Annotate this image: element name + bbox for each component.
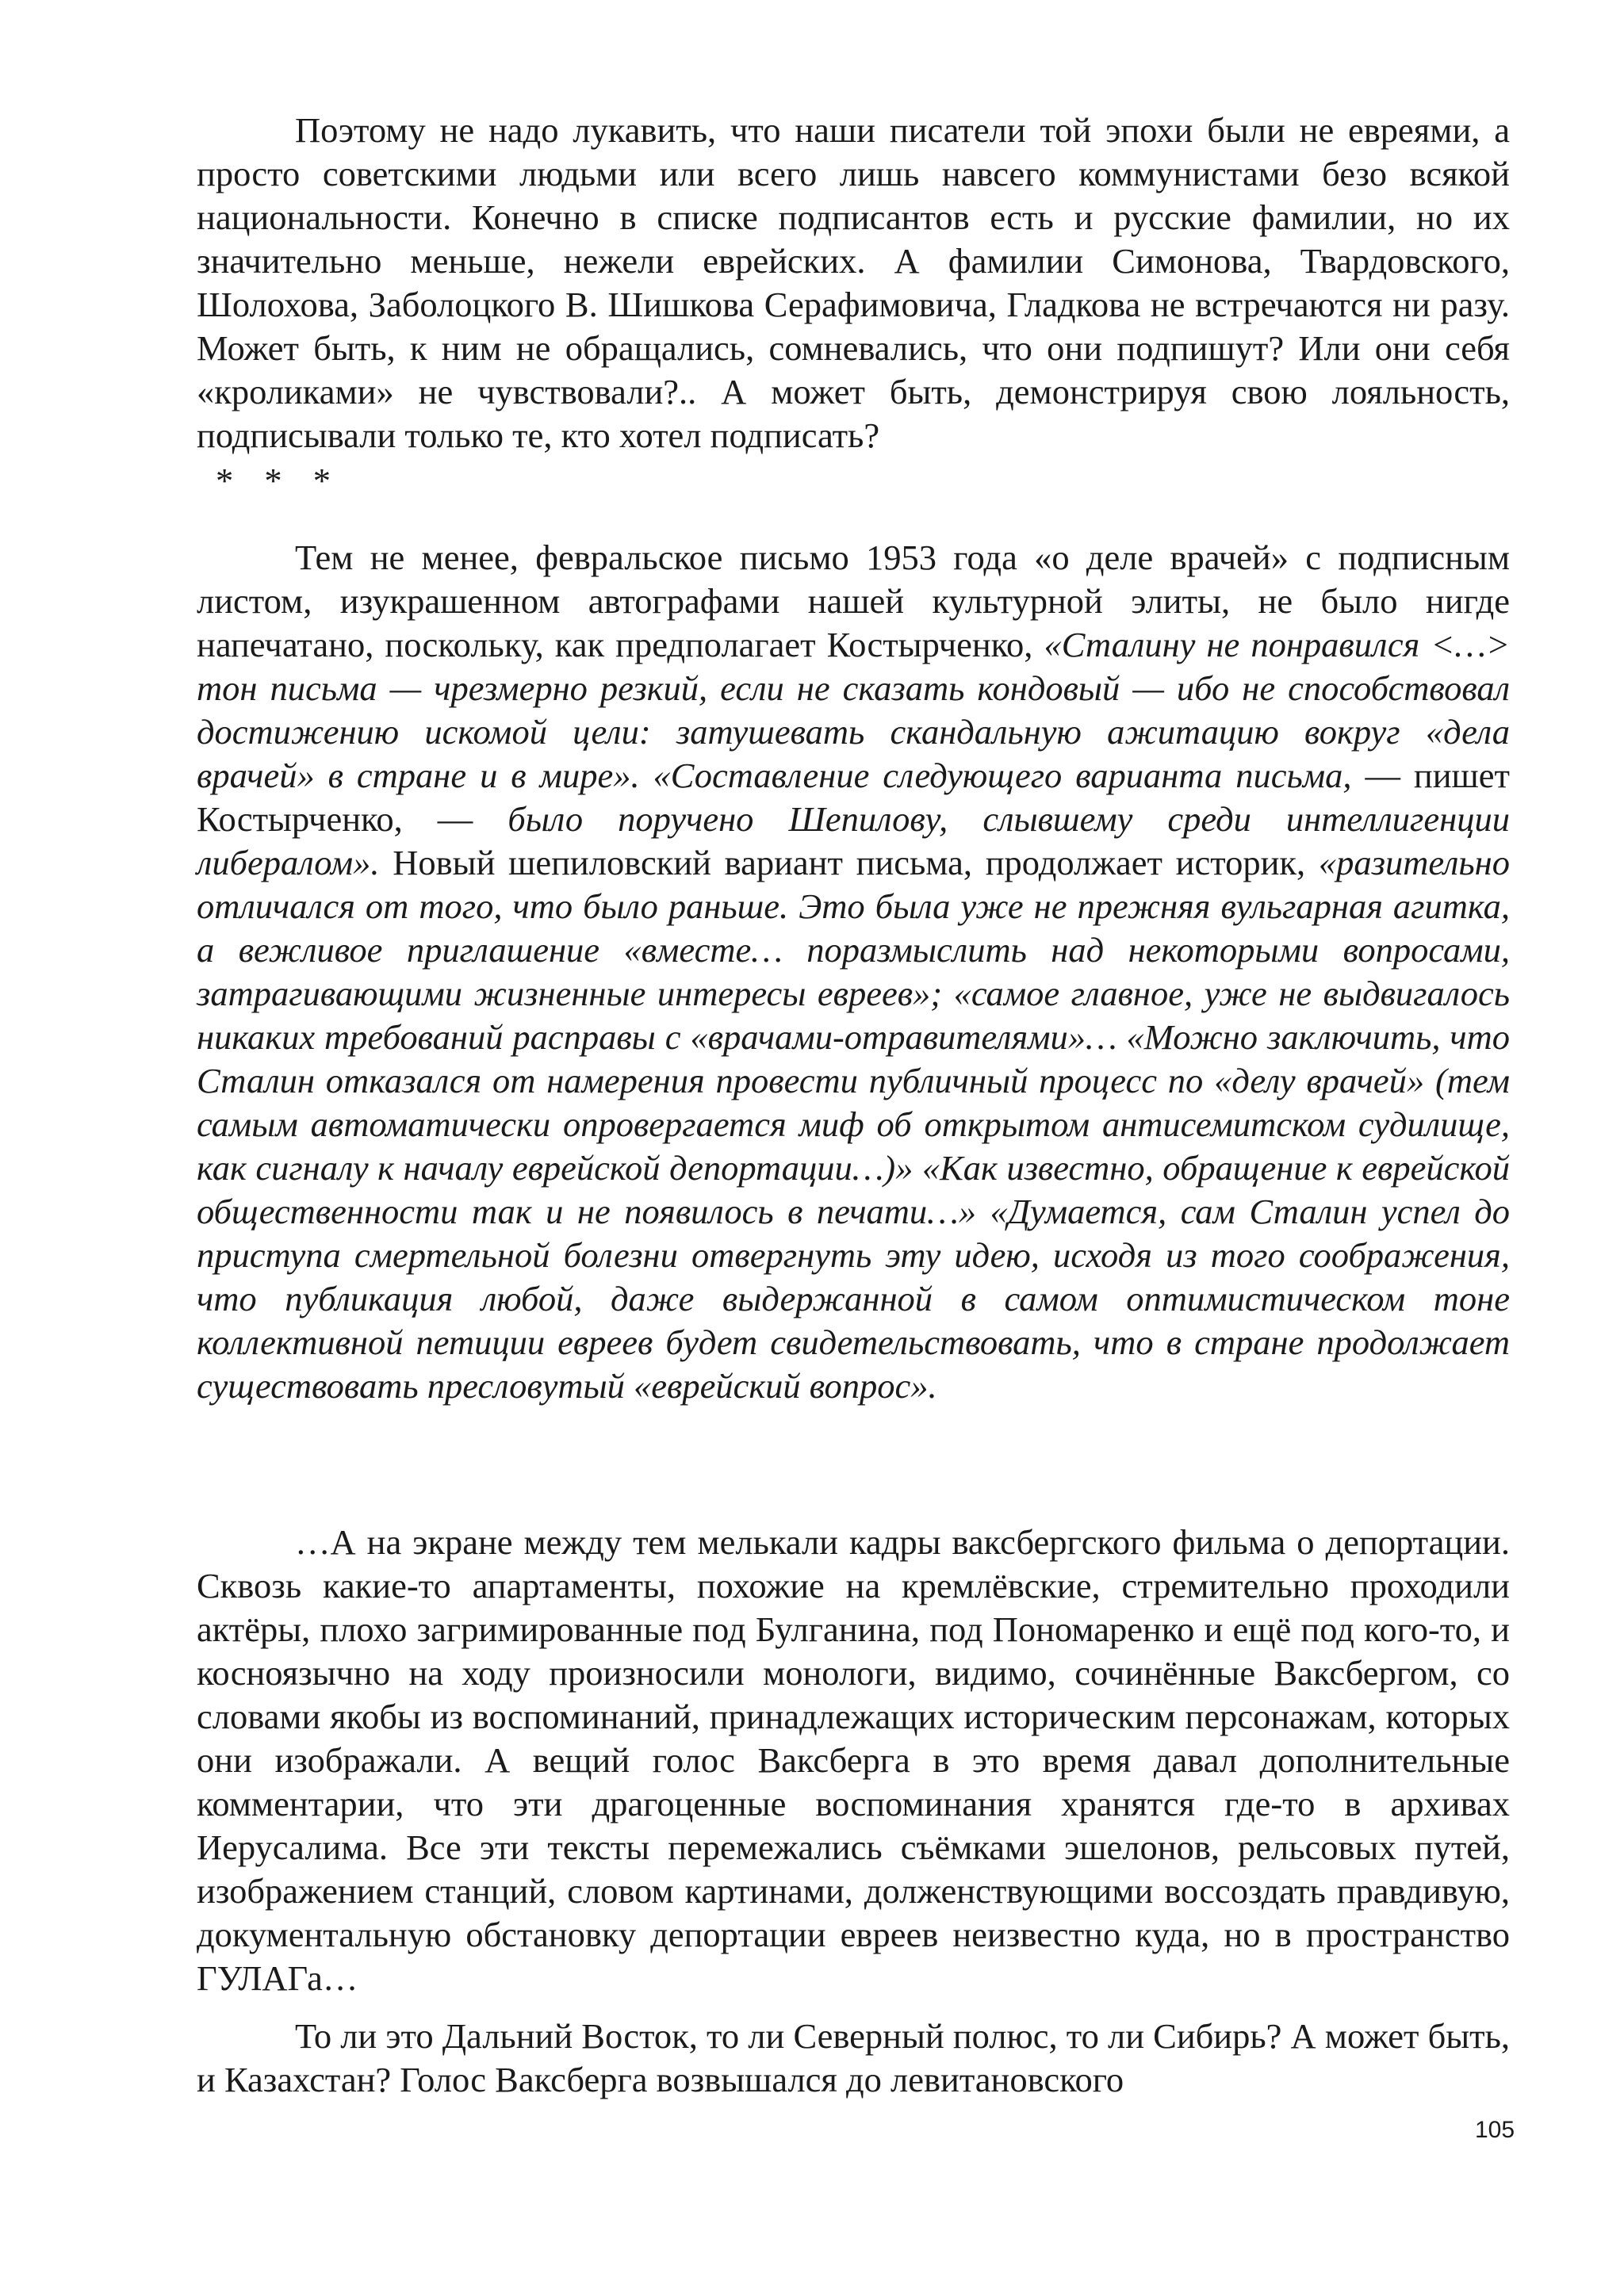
body-text-middle (197, 536, 1510, 1408)
paragraph-2-text-3: Новый шепиловский вариант письма, продолжает историк, (379, 843, 1319, 882)
paragraph-4: То ли это Дальний Восток, то ли Северный полюс, то ли Сибирь? А может быть, и Казахстан? Голос Ваксберга возвышался до левитановского (197, 2016, 1510, 2099)
body-text-bottom (197, 1521, 1510, 2102)
paragraph-2 (197, 536, 1510, 1408)
paragraph-2-quote-2: было поручено Шепилову, слывшему среди интеллигенции либералом». (197, 799, 1510, 882)
paragraph-3: …А на экране между тем мелькали кадры ваксбергского фильма о депортации. Сквозь какие-то апартаменты, похожие на кремлёвские, стремительно проходили актёры, плохо загримированные под Булганина, под Пономаренко и ещё под кого-то, и косноязычно на ходу произносили монологи, видимо, сочинённые Ваксбергом, со словами якобы из воспоминаний, принадлежащих историческим персонажам, которых они изображали. А вещий голос Ваксберга в это время давал дополнительные комментарии, что эти драгоценные воспоминания хранятся где-то в архивах Иерусалима. Все эти тексты перемежались съёмками эшелонов, рельсовых путей, изображением станций, словом картинами, долженствующими воссоздать правдивую, документальную обстановку депортации евреев неизвестно куда, но в пространство ГУЛАГа… (197, 1522, 1510, 1998)
page-number: 105 (1475, 2117, 1515, 2143)
section-separator: * * * (216, 461, 342, 500)
paragraph-1: Поэтому не надо лукавить, что наши писатели той эпохи были не евреями, а просто советскими людьми или всего лишь навсего коммунистами безо всякой национальности. Конечно в списке подписантов есть и русские фамилии, но их значительно меньше, нежели еврейских. А фамилии Симонова, Твардовского, Шолохова, Заболоцкого В. Шишкова Серафимовича, Гладкова не встречаются ни разу. Может быть, к ним не обращались, сомневались, что они подпишут? Или они себя «кроликами» не чувствовали?.. А может быть, демонстрируя свою лояльность, подписывали только те, кто хотел подписать? (197, 110, 1510, 455)
paragraph-2-text-2: — пишет Костырченко, — (197, 756, 1510, 839)
paragraph-2-quote-3: «разительно отличался от того, что было раньше. Это была уже не прежняя вульгарная агитка, а вежливое приглашение «вместе… поразмыслить над некоторыми вопросами, затрагивающими жизненные интересы евреев»; «самое главное, уже не выдвигалось никаких требований расправы с «врачами-отравителями»… «Можно заключить, что Сталин отказался от намерения провести публичный процесс по «делу врачей» (тем самым автоматически опровергается миф об открытом антисемитском судилище, как сигналу к началу еврейской депортации…)» «Как известно, обращение к еврейской общественности так и не появилось в печати…» «Думается, сам Сталин успел до приступа смертельной болезни отвергнуть эту идею, исходя из того соображения, что публикация любой, даже выдержанной в самом оптимистическом тоне коллективной петиции евреев будет свидетельствовать, что в стране продолжает существовать пресловутый «еврейский вопрос». (197, 843, 1510, 1406)
paragraph-2-quote-1: «Сталину не понравился <…> тон письма — чрезмерно резкий, если не сказать кондовый — ибо не способствовал достижению искомой цели: затушевать скандальную ажитацию вокруг «дела врачей» в стране и в мире». «Составление следующего варианта письма, (197, 625, 1511, 795)
paragraph-2-text-1: Тем не менее, февральское письмо 1953 года «о деле врачей» с подписным листом, изукрашенном автографами нашей культурной элиты, не было нигде напечатано, поскольку, как предполагает Костырченко, (197, 538, 1510, 664)
body-text-top (197, 109, 1510, 504)
